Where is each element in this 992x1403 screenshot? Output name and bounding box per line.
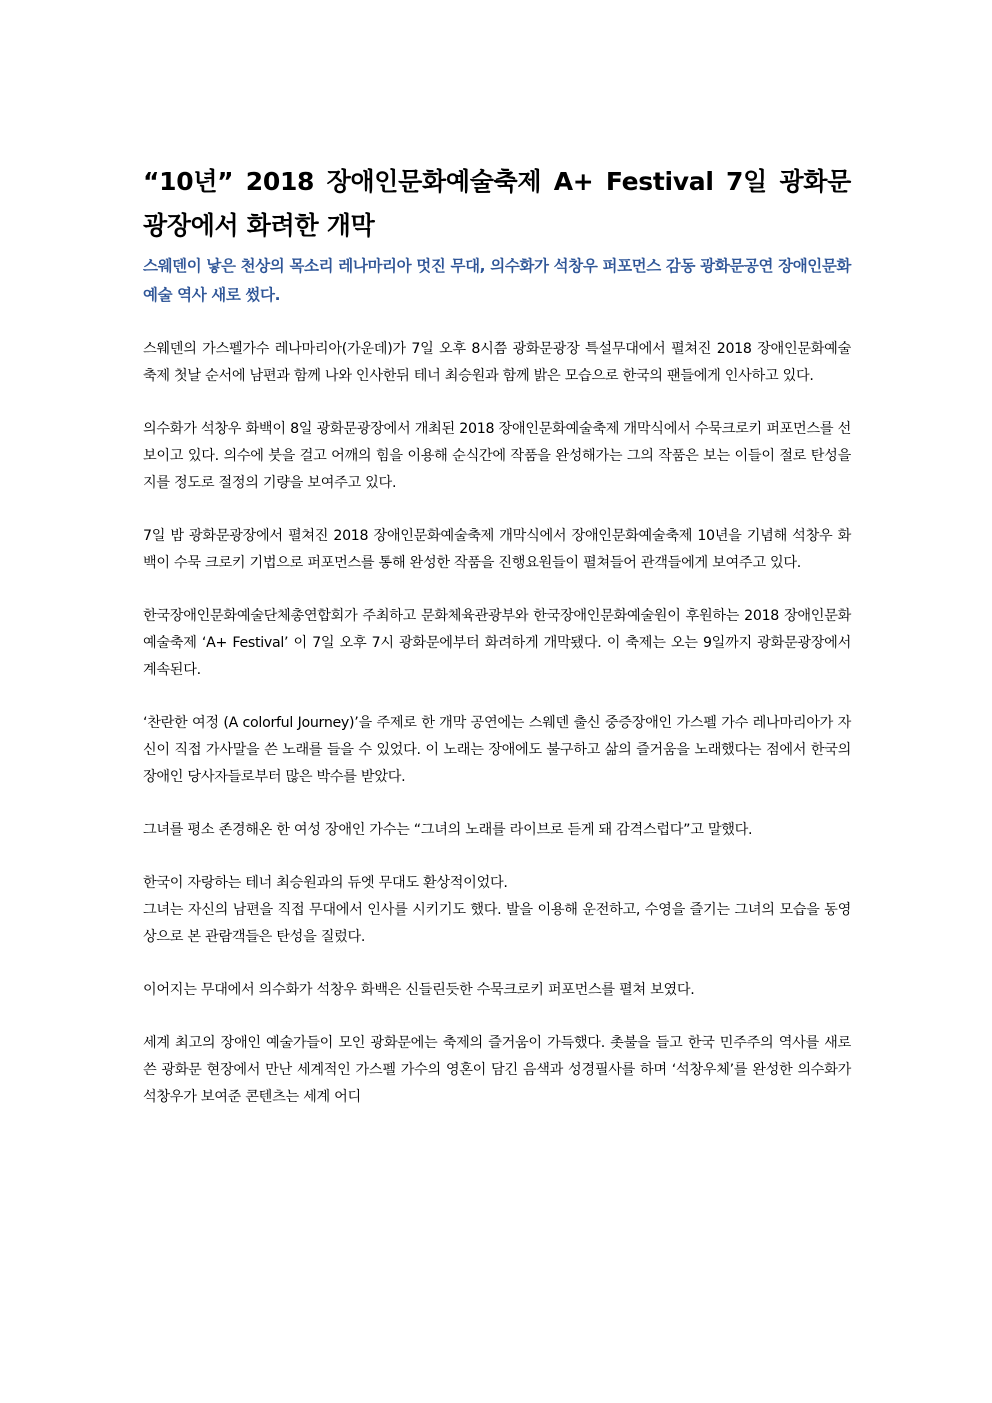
paragraph-3: 7일 밤 광화문광장에서 펼쳐진 2018 장애인문화예술축제 개막식에서 장애인문화예술축제 10년을 기념해 석창우 화백이 수묵 크로키 기법으로 퍼포먼스를 통해 완성한 작품을 진행요원들이 펼쳐들어 관객들에게 보여주고 있다.	[143, 528, 851, 571]
article-title: “10년” 2018 장애인문화예술축제 A+ Festival 7일 광화문 광장에서 화려한 개막	[143, 167, 851, 240]
paragraph-10: 세계 최고의 장애인 예술가들이 모인 광화문에는 축제의 즐거움이 가득했다. 촛불을 들고 한국 민주주의 역사를 새로 쓴 광화문 현장에서 만난 세계적인 가스펠 가수의 영혼이 담긴 음색과 성경필사를 하며 ‘석창우체’를 완성한 의수화가 석창우가 보여준 콘텐츠는 세계 어디	[143, 1035, 851, 1105]
paragraph-2: 의수화가 석창우 화백이 8일 광화문광장에서 개최된 2018 장애인문화예술축제 개막식에서 수묵크로키 퍼포먼스를 선보이고 있다. 의수에 붓을 걸고 어깨의 힘을 이용해 순식간에 작품을 완성해가는 그의 작품은 보는 이들이 절로 탄성을 지를 정도로 절정의 기량을 보여주고 있다.	[143, 421, 851, 491]
article-subtitle: 스웨덴이 낳은 천상의 목소리 레나마리아 멋진 무대, 의수화가 석창우 퍼포먼스 감동 광화문공연 장애인문화예술 역사 새로 썼다.	[143, 257, 851, 304]
document-page	[143, 160, 851, 1137]
paragraph-5: ‘찬란한 여정 (A colorful Journey)’을 주제로 한 개막 공연에는 스웨덴 출신 중증장애인 가스펠 가수 레나마리아가 자신이 직접 가사말을 쓴 노래를 들을 수 있었다. 이 노래는 장애에도 불구하고 삶의 즐거움을 노래했다는 점에서 한국의 장애인 당사자들로부터 많은 박수를 받았다.	[143, 715, 851, 785]
paragraph-6: 그녀를 평소 존경해온 한 여성 장애인 가수는 “그녀의 노래를 라이브로 듣게 돼 감격스럽다”고 말했다.	[143, 822, 753, 838]
paragraph-4: 한국장애인문화예술단체총연합회가 주최하고 문화체육관광부와 한국장애인문화예술원이 후원하는 2018 장애인문화예술축제 ‘A+ Festival’ 이 7일 오후 7시 광화문에부터 화려하게 개막됐다. 이 축제는 오는 9일까지 광화문광장에서 계속된다.	[143, 608, 851, 678]
paragraph-8: 그녀는 자신의 남편을 직접 무대에서 인사를 시키기도 했다. 발을 이용해 운전하고, 수영을 즐기는 그녀의 모습을 동영상으로 본 관람객들은 탄성을 질렀다.	[143, 902, 851, 945]
paragraph-9: 이어지는 무대에서 의수화가 석창우 화백은 신들린듯한 수묵크로키 퍼포먼스를 펼쳐 보였다.	[143, 982, 695, 998]
article-body	[143, 336, 851, 1111]
paragraph-7: 한국이 자랑하는 테너 최승원과의 듀엣 무대도 환상적이었다.	[143, 875, 508, 891]
paragraph-1: 스웨덴의 가스펠가수 레나마리아(가운데)가 7일 오후 8시쯤 광화문광장 특설무대에서 펼쳐진 2018 장애인문화예술축제 첫날 순서에 남편과 함께 나와 인사한뒤 테너 최승원과 함께 밝은 모습으로 한국의 팬들에게 인사하고 있다.	[143, 341, 851, 384]
